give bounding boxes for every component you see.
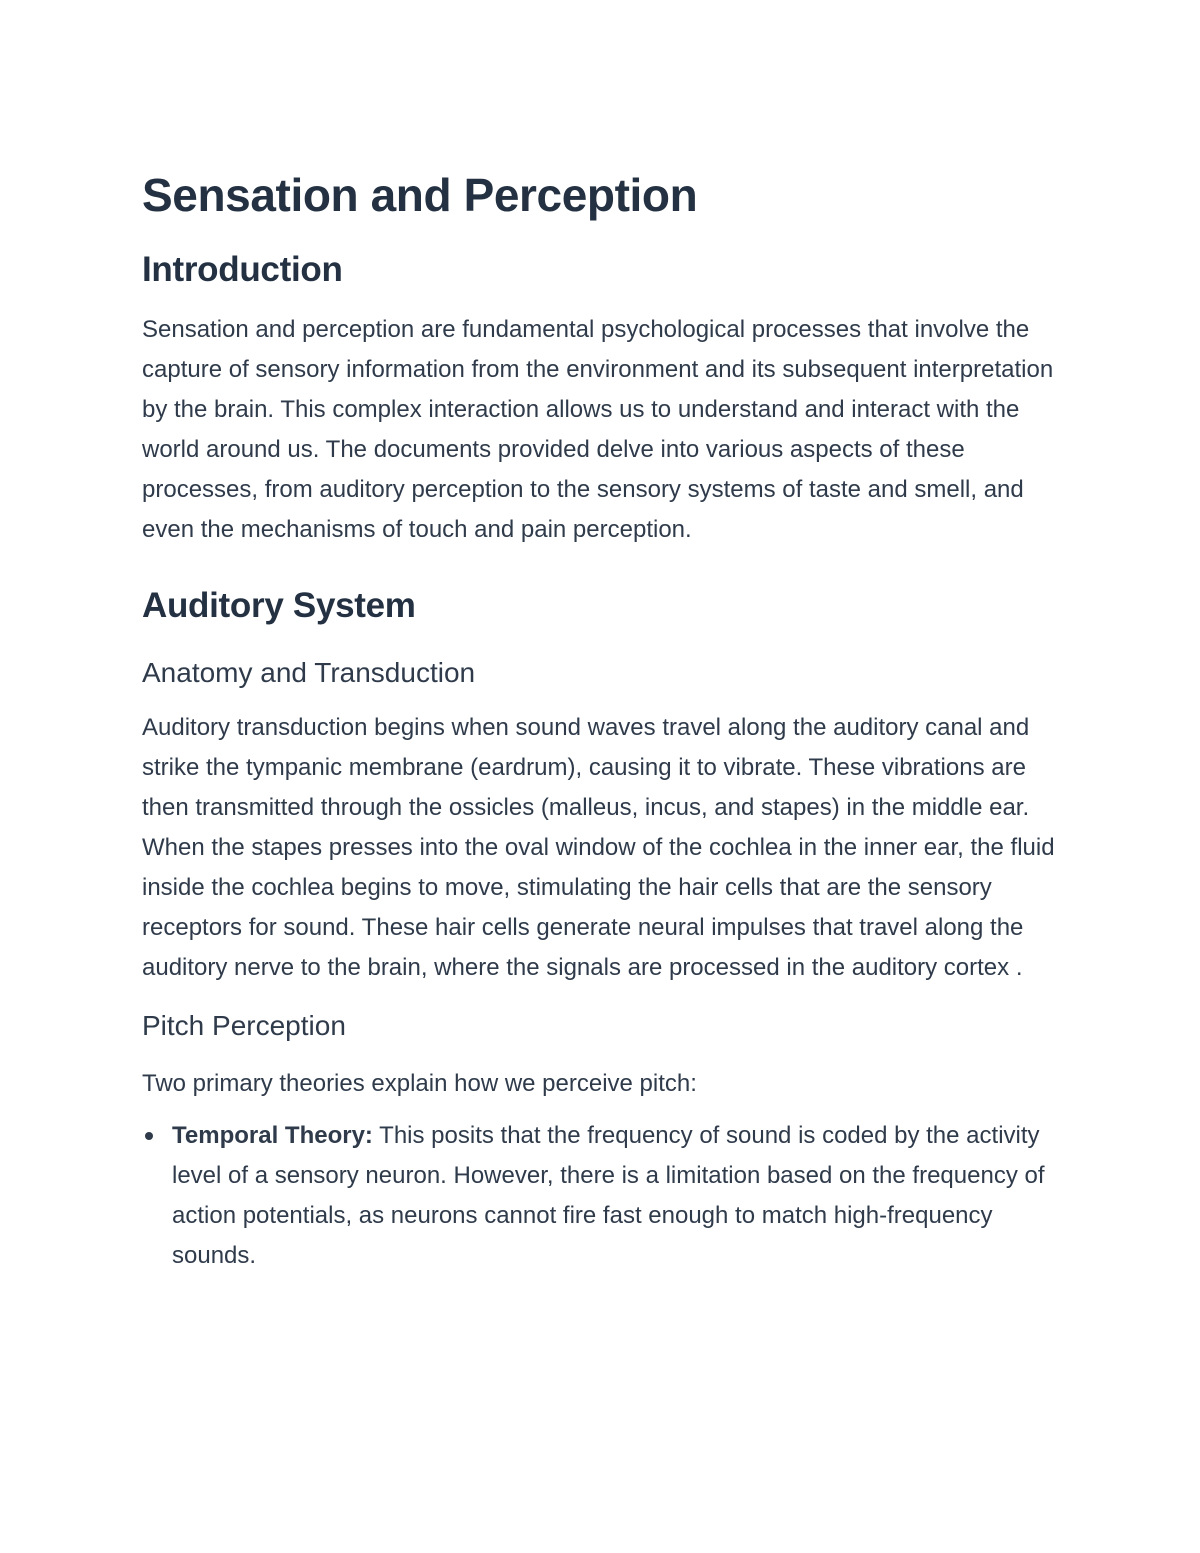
introduction-heading: Introduction — [142, 250, 343, 289]
theory-name: Temporal Theory: — [172, 1122, 373, 1149]
document-title: Sensation and Perception — [142, 169, 698, 221]
pitch-perception-heading: Pitch Perception — [142, 1010, 346, 1041]
theory-description: This posits that the frequency of sound is coded by the activity level of a sensory neuron. However, there is a limitation based on the frequency of action potentials, as neurons cannot fire fast enough to match high-frequency sounds. — [172, 1122, 1045, 1269]
auditory-system-heading: Auditory System — [142, 586, 416, 625]
introduction-paragraph: Sensation and perception are fundamental psychological processes that involve the capture of sensory information from the environment and its subsequent interpretation by the brain. This complex interaction allows us to understand and interact with the world around us. The documents provided delve into various aspects of these processes, from auditory perception to the sensory systems of taste and smell, and even the mechanisms of touch and pain perception. — [142, 316, 1054, 543]
anatomy-transduction-paragraph: Auditory transduction begins when sound waves travel along the auditory canal and strike the tympanic membrane (eardrum), causing it to vibrate. These vibrations are then transmitted through the ossicles (malleus, incus, and stapes) in the middle ear. When the stapes presses into the oval window of the cochlea in the inner ear, the fluid inside the cochlea begins to move, stimulating the hair cells that are the sensory receptors for sound. These hair cells generate neural impulses that travel along the auditory nerve to the brain, where the signals are processed in the auditory cortex . — [142, 714, 1055, 981]
pitch-theory-list — [142, 1116, 1058, 1276]
document-page — [142, 160, 1058, 1276]
bullet-icon — [145, 1132, 153, 1140]
list-item — [142, 1116, 1058, 1276]
pitch-perception-intro: Two primary theories explain how we perceive pitch: — [142, 1070, 697, 1097]
anatomy-transduction-heading: Anatomy and Transduction — [142, 657, 476, 688]
